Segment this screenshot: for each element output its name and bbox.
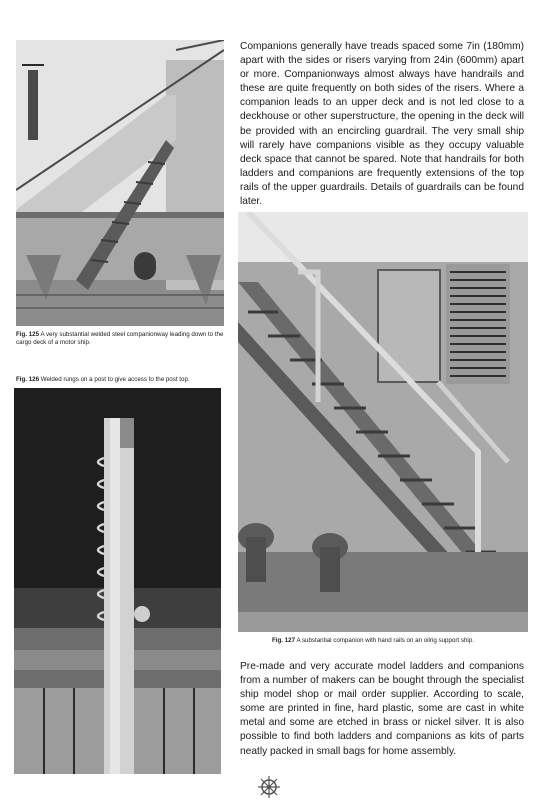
- fig127-text: A substantial companion with hand rails on an oilrig support ship.: [296, 637, 474, 644]
- fig126-photo: [14, 388, 221, 774]
- fig127-photo: [238, 212, 528, 632]
- fig127-caption: [272, 637, 534, 645]
- fig126-number: Fig. 126: [16, 376, 40, 383]
- fig125-number: Fig. 125: [16, 331, 40, 338]
- premade-paragraph: Pre-made and very accurate model ladders and companions from a number of makers can be bought through the specialist ship model shop or mail order supplier. According to scale, some are printed in fine, hard plastic, some are cast in white metal and some are etched in brass or nickel silver. It is also possible to find both ladders and companions as kits of parts neatly packed in small bags for home assembly.: [240, 661, 524, 757]
- fig125-caption: [16, 331, 226, 347]
- fig125-text: A very substantial welded steel companionway leading down to the cargo deck of a motor ship.: [16, 331, 224, 347]
- fig126-text: Welded rungs on a post to give access to the post top.: [40, 376, 190, 383]
- companions-paragraph: Companions generally have treads spaced some 7in (180mm) apart with the sides or risers varying from 24in (600mm) apart or more. Companionways almost always have handrails and these are quite frequently on both sides of the risers. Where a companion leads to an upper deck and is not led close to a deckhouse or other superstructure, the opening in the deck will be provided with an encircling guardrail. The very small ship will rarely have companions visible as they occupy valuable deck space that cannot be spared. Note that handrails for both ladders and companions are frequently extensions of the top rails of the upper guardrails. Details of guardrails can be found later.: [240, 41, 524, 208]
- fig127-number: Fig. 127: [272, 637, 296, 644]
- ships-wheel-icon: [256, 774, 282, 800]
- fig125-photo: [16, 40, 224, 326]
- fig126-caption: [16, 376, 231, 384]
